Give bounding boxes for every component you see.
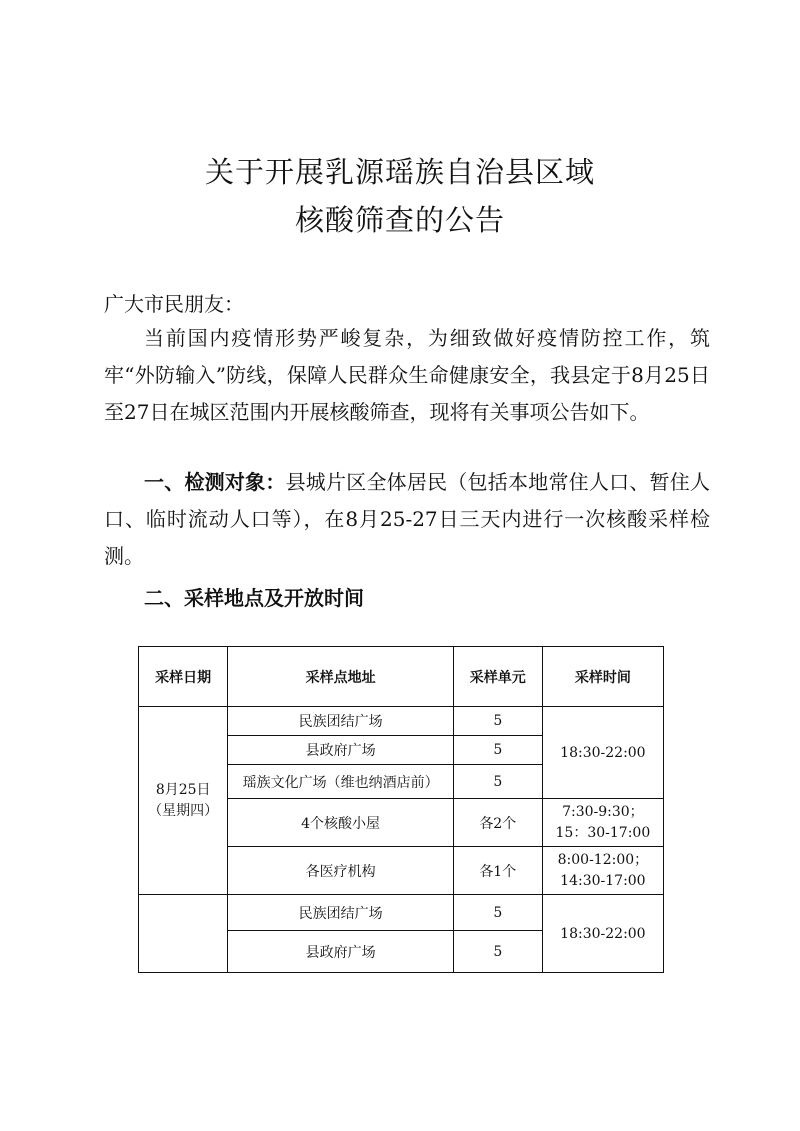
schedule-table bbox=[138, 646, 664, 973]
units-cell: 5 bbox=[453, 765, 542, 799]
time-cell bbox=[542, 799, 663, 847]
table-header-row bbox=[139, 647, 664, 707]
units-cell: 5 bbox=[453, 895, 542, 931]
site-cell: 各医疗机构 bbox=[228, 847, 453, 895]
site-cell: 县政府广场 bbox=[228, 931, 453, 973]
site-cell: 民族团结广场 bbox=[228, 895, 453, 931]
header-site: 采样点地址 bbox=[228, 647, 453, 707]
section-1-text: 县城片区全体居民（包括本地常住人口、暂住人口、临时流动人口等），在8月25-27日三天内进行一次核酸采样检测。 bbox=[104, 470, 711, 568]
section-1 bbox=[104, 464, 710, 575]
intro-paragraph: 当前国内疫情形势严峻复杂，为细致做好疫情防控工作，筑牢“外防输入”防线，保障人民群众生命健康安全，我县定于8月25日至27日在城区范围内开展核酸筛查，现将有关事项公告如下。 bbox=[104, 326, 710, 424]
weekday-text: （星期四） bbox=[148, 802, 219, 819]
header-time: 采样时间 bbox=[542, 647, 663, 707]
date-cell-empty bbox=[139, 895, 228, 973]
time-line: 7:30-9:30； bbox=[562, 803, 644, 820]
time-line: 15：30-17:00 bbox=[555, 824, 651, 841]
date-cell-aug25 bbox=[139, 707, 228, 895]
time-line: 8:00-12:00； bbox=[557, 851, 649, 868]
time-line: 14:30-17:00 bbox=[560, 872, 646, 889]
site-cell: 4个核酸小屋 bbox=[228, 799, 453, 847]
header-units: 采样单元 bbox=[453, 647, 542, 707]
notice-title-line2: 核酸筛查的公告 bbox=[294, 203, 505, 237]
date-text: 8月25日 bbox=[155, 781, 211, 798]
site-cell: 民族团结广场 bbox=[228, 707, 453, 736]
units-cell: 5 bbox=[453, 736, 542, 765]
units-cell: 各2个 bbox=[453, 799, 542, 847]
time-cell: 18:30-22:00 bbox=[542, 707, 663, 799]
units-cell: 5 bbox=[453, 707, 542, 736]
units-cell: 5 bbox=[453, 931, 542, 973]
table-row bbox=[139, 895, 664, 931]
site-cell: 县政府广场 bbox=[228, 736, 453, 765]
time-cell bbox=[542, 847, 663, 895]
header-date: 采样日期 bbox=[139, 647, 228, 707]
units-cell: 各1个 bbox=[453, 847, 542, 895]
time-cell: 18:30-22:00 bbox=[542, 895, 663, 973]
section-1-heading: 一、检测对象： bbox=[144, 470, 286, 494]
greeting: 广大市民朋友： bbox=[104, 292, 244, 316]
notice-title-line1: 关于开展乳源瑶族自治县区域 bbox=[204, 155, 595, 189]
section-2-heading: 二、采样地点及开放时间 bbox=[144, 586, 364, 610]
table-row bbox=[139, 707, 664, 736]
site-cell: 瑶族文化广场（维也纳酒店前） bbox=[228, 765, 453, 799]
